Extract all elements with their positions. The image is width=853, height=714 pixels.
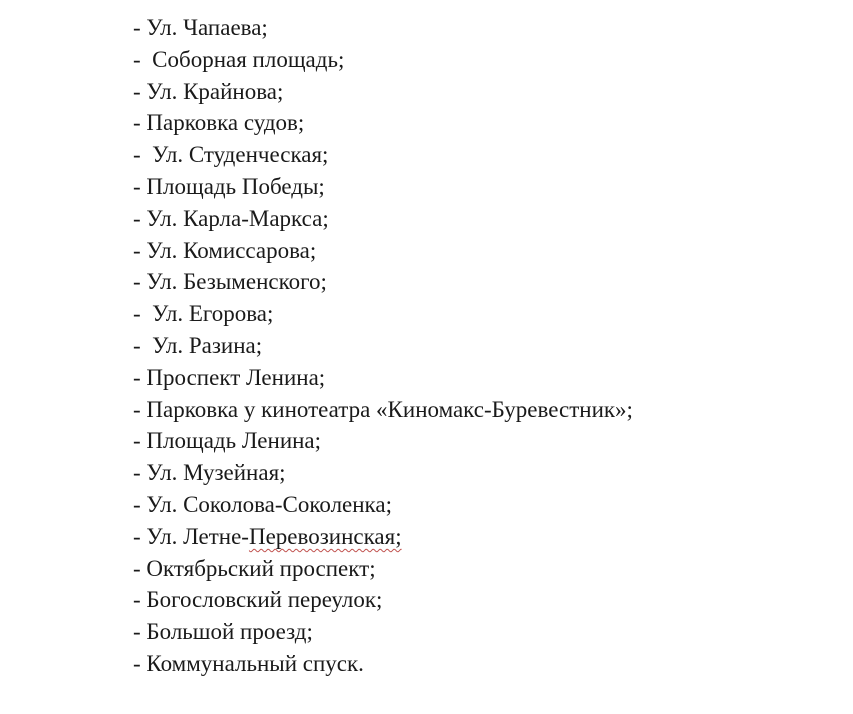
list-item-text: - Ул. Летне- [133, 523, 249, 549]
list-item: - Октябрьский проспект; [133, 555, 376, 581]
misspelled-word: Перевозинская; [248, 523, 402, 549]
list-item: - Ул. Карла-Маркса; [133, 205, 329, 231]
list-item: - Площадь Ленина; [133, 428, 322, 454]
list-item: - Ул. Студенческая; [133, 142, 329, 168]
list-item: - Ул. Музейная; [133, 460, 286, 486]
list-item: - Богословский переулок; [133, 587, 383, 613]
list-item: - Парковка у кинотеатра «Киномакс-Буревестник»; [133, 396, 633, 422]
list-item: - Соборная площадь; [133, 46, 345, 72]
list-item: - Ул. Крайнова; [133, 78, 284, 104]
list-item: - Ул. Соколова-Соколенка; [133, 491, 392, 517]
list-item-with-spellcheck [133, 521, 833, 553]
list-item: - Ул. Безыменского; [133, 269, 327, 295]
list-item: - Проспект Ленина; [133, 364, 326, 390]
list-item: - Площадь Победы; [133, 173, 325, 199]
list-item: - Коммунальный спуск. [133, 650, 364, 676]
list-item: - Ул. Разина; [133, 332, 263, 358]
list-item: - Ул. Чапаева; [133, 15, 268, 40]
list-item: - Ул. Егорова; [133, 301, 274, 327]
list-item: - Парковка судов; [133, 110, 305, 136]
list-item: - Большой проезд; [133, 619, 313, 645]
list-item: - Ул. Комиссарова; [133, 237, 317, 263]
